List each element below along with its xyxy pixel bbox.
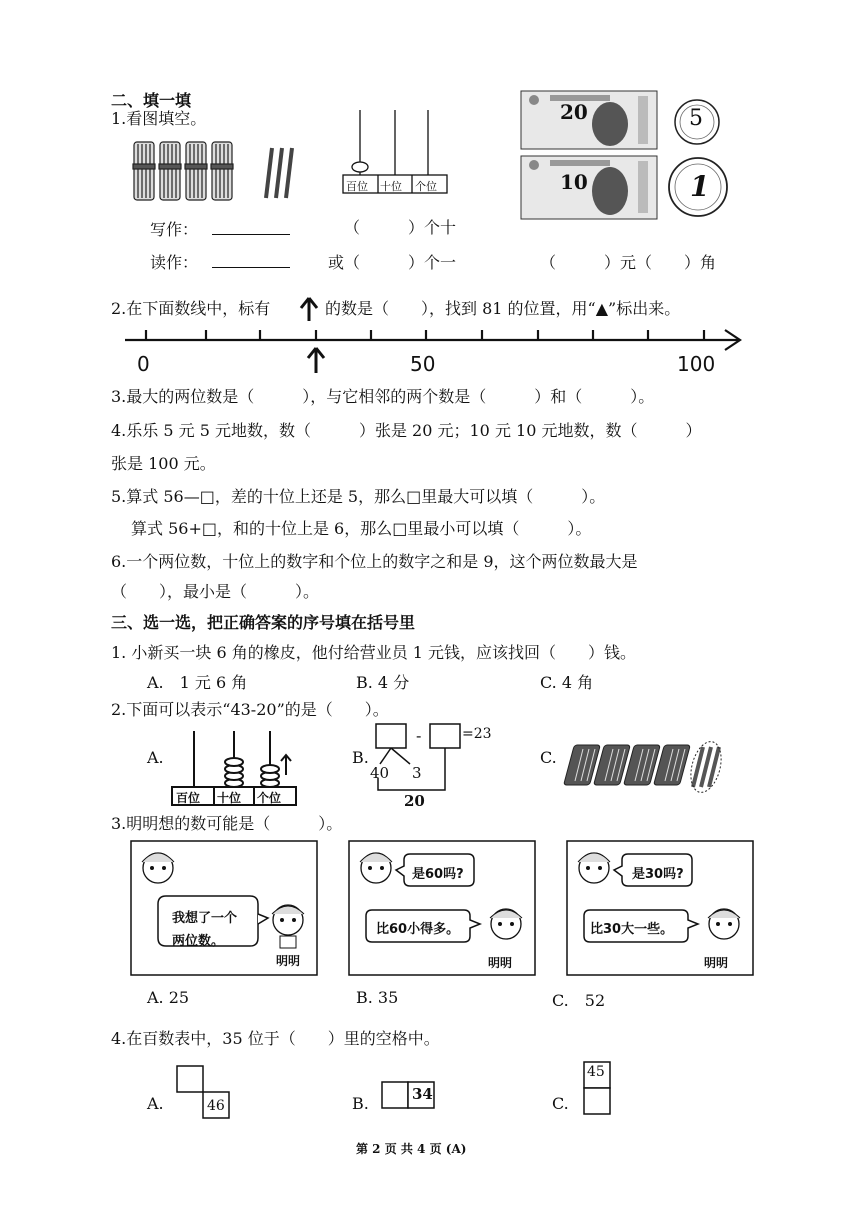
s3-q3-option-c: C. 52: [552, 991, 606, 1010]
up-arrow-icon: [298, 296, 320, 322]
q6-line1: 6.一个两位数，十位上的数字和个位上的数字之和是 9，这个两位数最大是: [111, 552, 638, 571]
bubble-b-a: 比60小得多。: [376, 922, 460, 937]
s3-q4-label-c: C.: [552, 1094, 569, 1113]
page-footer: 第 2 页 共 4 页 (A): [356, 1142, 467, 1156]
write-label: 写作：: [150, 217, 290, 240]
abacus-label-tens: 十位: [380, 180, 402, 193]
q6-line2: （ ），最小是（ ）。: [111, 582, 320, 601]
ones-blank: 或（ ）个一: [328, 253, 457, 272]
q2-prompt-a: 2.在下面数线中，标有: [111, 299, 271, 318]
stick-bundles-icon: [130, 140, 300, 205]
name-b: 明明: [488, 956, 513, 970]
abacus-a-hundreds: 百位: [176, 791, 201, 805]
name-a: 明明: [276, 954, 301, 968]
tens-blank: （ ）个十: [344, 218, 457, 237]
stick-bundles-c-icon: [575, 735, 725, 793]
split-num-3: 3: [412, 764, 422, 782]
split-eq: =23: [462, 726, 492, 742]
s3-q3-prompt: 3.明明想的数可能是（ ）。: [111, 814, 343, 833]
q3: 3.最大的两位数是（ ），与它相邻的两个数是（ ）和（ ）。: [111, 387, 655, 406]
banknote-20-icon: [520, 90, 658, 150]
banknote-20-value: 20: [560, 100, 588, 124]
bubble-c-q: 是30吗?: [632, 867, 684, 882]
coin-1-value: 1: [690, 170, 710, 203]
tick-0: 0: [137, 352, 150, 376]
s3-q4-label-a: A.: [147, 1094, 164, 1113]
banknote-10-value: 10: [560, 170, 588, 194]
banknote-10-icon: [520, 155, 658, 220]
s3-q2-label-a: A.: [147, 748, 164, 767]
s3-q4-prompt: 4.在百数表中，35 位于（ ）里的空格中。: [111, 1029, 440, 1048]
abacus-a-ones: 个位: [257, 791, 282, 805]
s3-q3-option-b: B. 35: [356, 988, 399, 1007]
section2-heading: 二、填一填: [111, 91, 192, 110]
s3-q4-label-b: B.: [352, 1094, 369, 1113]
q5-line1: 5.算式 56—□，差的十位上还是 5，那么□里最大可以填（ ）。: [111, 487, 606, 506]
name-c: 明明: [704, 956, 729, 970]
grid-a: [175, 1064, 235, 1120]
abacus-label-ones: 个位: [415, 180, 437, 193]
q4-line1: 4.乐乐 5 元 5 元地数，数（ ）张是 20 元；10 元 10 元地数，数（ ）: [111, 421, 702, 440]
s3-q2-prompt: 2.下面可以表示“43-20”的是（ ）。: [111, 700, 389, 719]
s3-q1-option-b: B. 4 分: [356, 673, 410, 692]
bubble-b-q: 是60吗?: [412, 867, 464, 882]
s3-q2-label-b: B.: [352, 748, 369, 767]
tick-100: 100: [677, 352, 716, 376]
bubble-a-line2: 两位数。: [172, 934, 225, 949]
coin-5-value: 5: [689, 106, 703, 131]
s3-q3-option-a: A. 25: [147, 988, 190, 1007]
s3-q2-label-c: C.: [540, 748, 557, 767]
q4-line2: 张是 100 元。: [111, 454, 216, 473]
read-label: 读作：: [150, 250, 290, 273]
q5-line2: 算式 56+□，和的十位上是 6，那么□里最小可以填（ ）。: [131, 519, 592, 538]
s3-q1-prompt: 1. 小新买一块 6 角的橡皮，他付给营业员 1 元钱，应该找回（ ）钱。: [111, 643, 637, 662]
split-num-40: 40: [370, 764, 390, 782]
tick-50: 50: [410, 352, 436, 376]
number-line-arrow-icon: [305, 346, 327, 374]
section3-heading: 三、选一选，把正确答案的序号填在括号里: [111, 613, 416, 632]
grid-a-46: 46: [207, 1098, 225, 1114]
money-blank: （ ）元（ ）角: [540, 253, 717, 272]
s3-q1-option-a: A. 1 元 6 角: [147, 673, 248, 692]
split-num-20: 20: [404, 792, 425, 810]
abacus-label-hundreds: 百位: [346, 180, 368, 193]
q2-prompt-b: 的数是（ ），找到 81 的位置，用“▲”标出来。: [325, 299, 681, 318]
q1-prompt: 1.看图填空。: [111, 109, 207, 128]
grid-c-45: 45: [587, 1064, 605, 1080]
split-minus: -: [416, 726, 422, 745]
grid-b-34: 34: [412, 1085, 433, 1103]
s3-q1-option-c: C. 4 角: [540, 673, 594, 692]
bubble-a-line1: 我想了一个: [172, 911, 238, 926]
abacus-a-tens: 十位: [217, 791, 242, 805]
bubble-c-a: 比30大一些。: [590, 922, 674, 937]
